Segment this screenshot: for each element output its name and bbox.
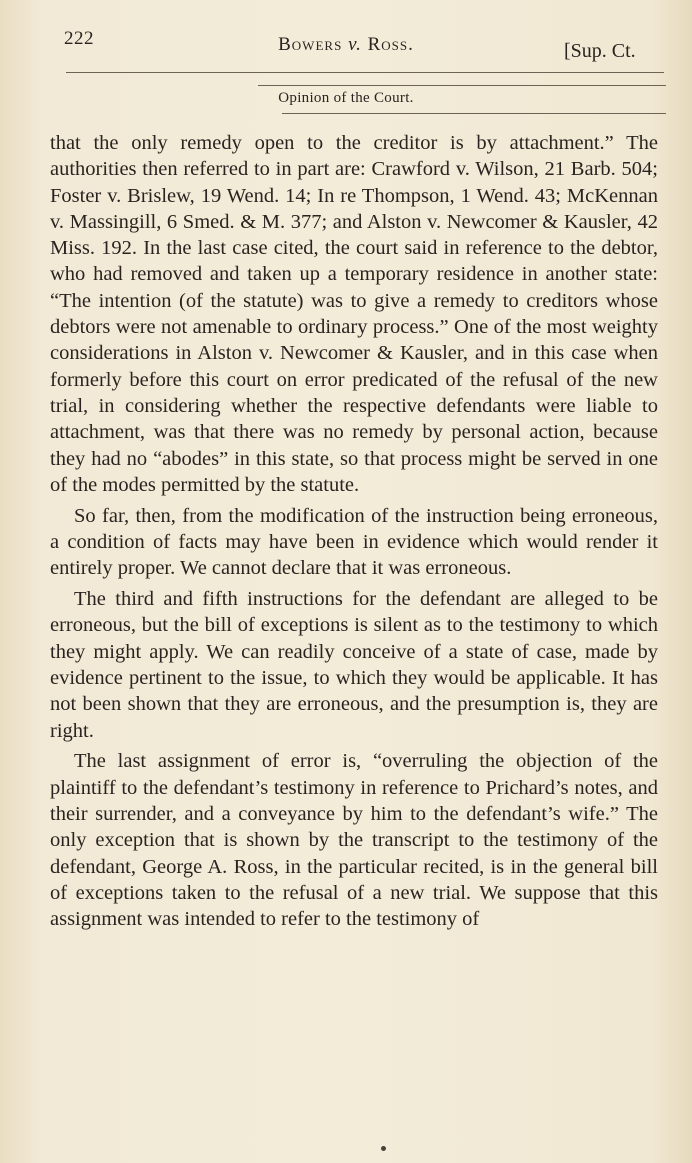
paragraph-instructions: The third and fifth instructions for the defendant are alleged to be erroneous, but the bill of exceptions is silent as to the testimony to which they might apply. We can readily conceive of a state of case, made by evidence pertinent to the issue, to which they would be applicable. It has not been shown that they are erroneous, and the presumption is, they are right. <box>50 588 658 742</box>
header-rule <box>66 72 664 73</box>
court-label: [Sup. Ct. <box>564 40 636 62</box>
title-party-2: Ross. <box>367 34 414 55</box>
running-header <box>0 0 692 80</box>
heading-rule-top <box>258 85 666 86</box>
paragraph-continued: that the only remedy open to the creditor is by attachment.” The authorities then referred to in part are: Crawford v. Wilson, 21 Barb. 504; Foster v. Brislew, 19 Wend. 14; In re Thompson, 1 Wend. 43; McKennan v. Massingill, 6 Smed. & M. 377; and Alston v. Newcomer & Kausler, 42 Miss. 192. In the last case cited, the court said in reference to the debtor, who had removed and taken up a temporary residence in another state: “The intention (of the statute) was to give a remedy to creditors whose debtors were not amenable to ordinary process.” One of the most weighty considerations in Alston v. Newcomer & Kausler, and in this case when formerly before this court on error predicated of the refusal of the new trial, in considering whether the respective defendants were liable to attachment, was that there was no remedy by personal action, because they had no “abodes” in this state, so that process might be served in one of the modes permitted by the statute. <box>50 132 658 496</box>
section-heading: Opinion of the Court. <box>278 90 414 106</box>
title-party-1: Bowers <box>278 34 343 55</box>
page-number: 222 <box>64 28 94 49</box>
heading-rule-bottom <box>282 113 666 114</box>
opinion-text <box>50 130 658 932</box>
paragraph-modification: So far, then, from the modification of the instruction being erroneous, a condition of facts may have been in evidence which would render it entirely proper. We cannot declare that it was erroneous. <box>50 504 658 580</box>
footer-dot <box>381 1146 386 1151</box>
paragraph-last-assignment: The last assignment of error is, “overruling the objection of the plaintiff to the defendant’s testimony in reference to Prichard’s notes, and their surrender, and a conveyance by him to the defendant’s wife.” The only exception that is shown by the transcript to the testimony of the defendant, George A. Ross, in the particular recited, is in the general bill of exceptions taken to the refusal of a new trial. We suppose that this assignment was intended to refer to the testimony of <box>50 750 658 931</box>
title-versus: v. <box>348 34 362 55</box>
